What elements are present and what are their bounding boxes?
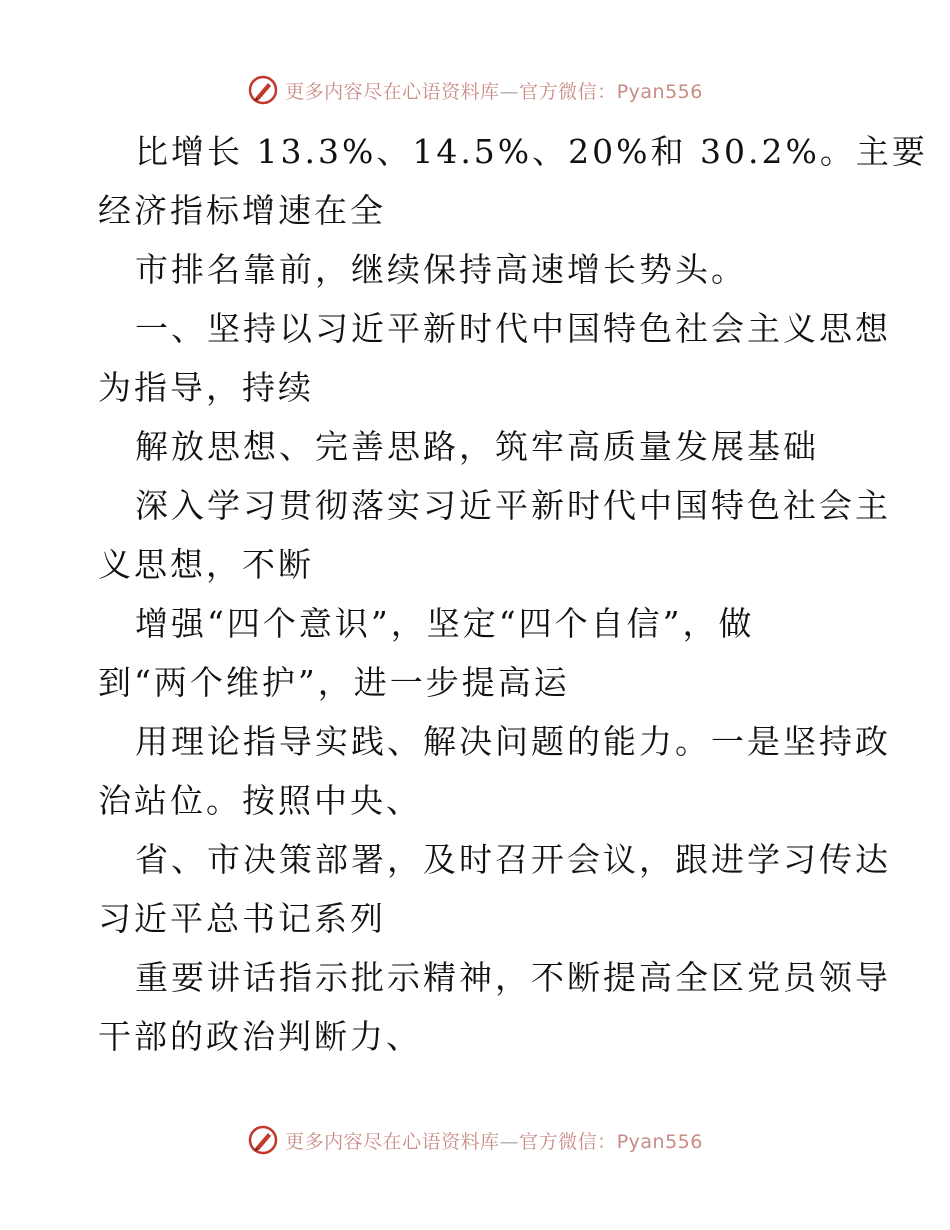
text-line: 习近平总书记系列 bbox=[98, 899, 386, 938]
watermark-wechat-label: 官方微信： bbox=[519, 80, 617, 103]
text-line: 增强“四个意识”，坚定“四个自信”，做 bbox=[135, 604, 755, 643]
text-line: 为指导，持续 bbox=[98, 368, 314, 407]
pen-logo-icon bbox=[247, 1124, 279, 1156]
text-line: 到“两个维护”，进一步提高运 bbox=[98, 663, 570, 702]
text-line: 解放思想、完善思路，筑牢高质量发展基础 bbox=[135, 427, 819, 466]
text-line: 用理论指导实践、解决问题的能力。一是坚持政 bbox=[135, 722, 891, 761]
header-watermark bbox=[0, 70, 950, 110]
text-line: 义思想，不断 bbox=[98, 545, 314, 584]
text-line: 重要讲话指示批示精神，不断提高全区党员领导 bbox=[135, 958, 891, 997]
text-line: 治站位。按照中央、 bbox=[98, 781, 422, 820]
watermark-dash: — bbox=[499, 80, 520, 103]
footer-watermark bbox=[0, 1120, 950, 1160]
document-body bbox=[98, 122, 928, 1066]
text-line: 省、市决策部署，及时召开会议，跟进学习传达 bbox=[135, 840, 891, 879]
text-line: 干部的政治判断力、 bbox=[98, 1017, 422, 1056]
text-line: 比增长 13.3%、14.5%、20%和 30.2%。主要 bbox=[135, 132, 928, 171]
watermark-site-text: 更多内容尽在心语资料库 bbox=[285, 80, 500, 103]
watermark-site-text: 更多内容尽在心语资料库 bbox=[285, 1130, 500, 1153]
pen-logo-icon bbox=[247, 74, 279, 106]
text-line: 市排名靠前，继续保持高速增长势头。 bbox=[135, 250, 747, 289]
text-line: 深入学习贯彻落实习近平新时代中国特色社会主 bbox=[135, 486, 891, 525]
watermark-wechat-label: 官方微信： bbox=[519, 1130, 617, 1153]
text-line: 经济指标增速在全 bbox=[98, 191, 386, 230]
text-line: 一、坚持以习近平新时代中国特色社会主义思想 bbox=[135, 309, 891, 348]
watermark-wechat-id: Pyan556 bbox=[616, 80, 703, 103]
watermark-wechat-id: Pyan556 bbox=[616, 1130, 703, 1153]
watermark-dash: — bbox=[499, 1130, 520, 1153]
